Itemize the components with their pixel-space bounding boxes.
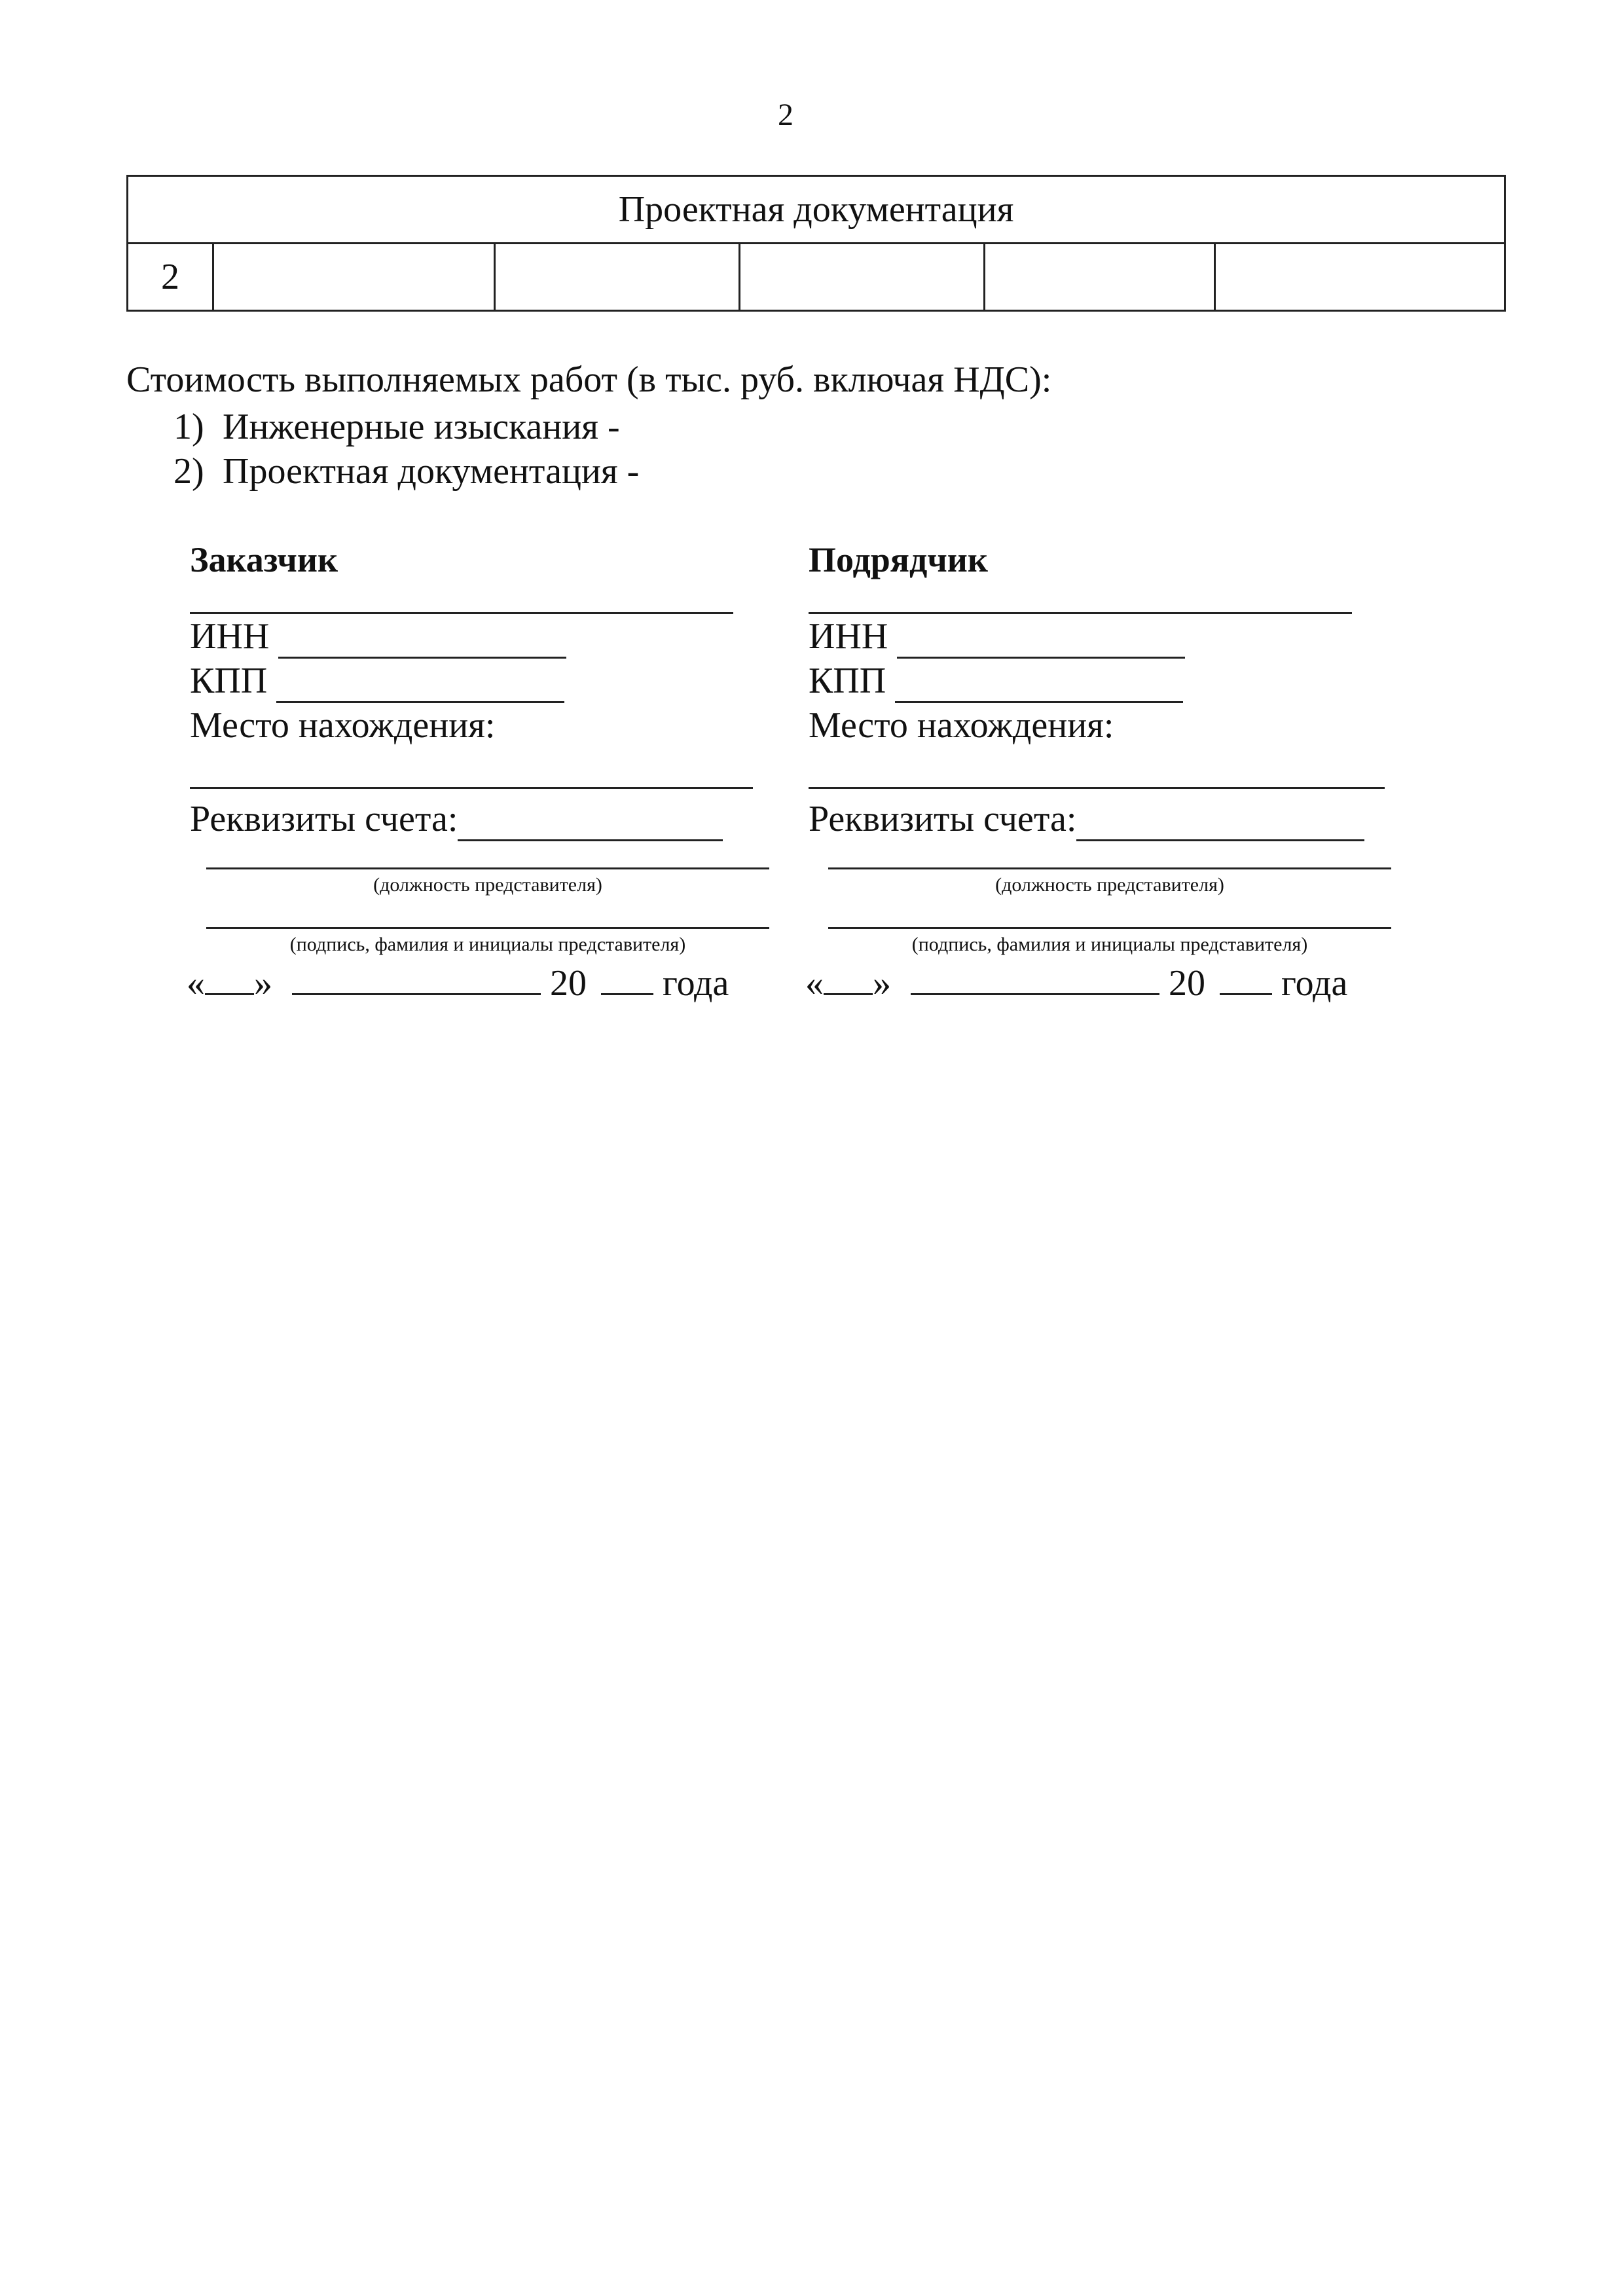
customer-location-input[interactable] xyxy=(190,748,753,789)
customer-inn-field xyxy=(190,614,779,659)
table-cell-index: 2 xyxy=(128,244,213,311)
customer-title: Заказчик xyxy=(190,540,338,579)
customer-name-line[interactable] xyxy=(190,586,733,614)
date-close-quote: » xyxy=(254,963,272,1004)
works-table xyxy=(126,175,1506,312)
location-label: Место нахождения: xyxy=(190,705,496,746)
list-item-label: Проектная документация - xyxy=(223,451,640,492)
contractor-date-row xyxy=(805,960,1398,1006)
account-label: Реквизиты счета: xyxy=(809,799,1077,839)
list-item-label: Инженерные изыскания - xyxy=(223,407,620,447)
cost-title: Стоимость выполняемых работ (в тыс. руб. включая НДС): xyxy=(126,359,1052,400)
contractor-title: Подрядчик xyxy=(809,540,989,579)
contractor-block xyxy=(805,534,1398,1006)
year-prefix: 20 xyxy=(1169,963,1205,1004)
kpp-label: КПП xyxy=(190,661,268,701)
contractor-inn-field xyxy=(809,614,1398,659)
kpp-label: КПП xyxy=(809,661,886,701)
customer-year-input[interactable] xyxy=(601,963,653,995)
table-cell xyxy=(985,244,1215,311)
contractor-location-input[interactable] xyxy=(809,748,1385,789)
contractor-signature-line[interactable] xyxy=(828,901,1391,929)
customer-location-field xyxy=(190,703,779,748)
inn-label: ИНН xyxy=(190,616,270,657)
customer-signature-block xyxy=(206,841,769,960)
customer-block xyxy=(187,534,779,1006)
customer-signature-line[interactable] xyxy=(206,901,769,929)
table-cell xyxy=(740,244,985,311)
table-section-header: Проектная документация xyxy=(128,176,1505,244)
position-caption: (должность представителя) xyxy=(995,874,1224,896)
year-suffix: года xyxy=(663,963,729,1004)
cost-list xyxy=(173,405,639,494)
customer-date-row xyxy=(187,960,779,1006)
inn-label: ИНН xyxy=(809,616,888,657)
signature-caption: (подпись, фамилия и инициалы представителя) xyxy=(911,934,1308,955)
location-label: Место нахождения: xyxy=(809,705,1114,746)
customer-month-input[interactable] xyxy=(292,963,541,995)
customer-inn-input[interactable] xyxy=(278,625,566,659)
contractor-kpp-field xyxy=(809,659,1398,703)
list-item-number: 2) xyxy=(173,451,204,492)
table-cell xyxy=(213,244,495,311)
contractor-name-line[interactable] xyxy=(809,586,1352,614)
customer-account-input[interactable] xyxy=(458,808,723,841)
list-item xyxy=(173,449,639,494)
customer-account-field xyxy=(190,789,779,841)
contractor-location-field xyxy=(809,703,1398,748)
customer-kpp-input[interactable] xyxy=(276,670,564,703)
contractor-inn-input[interactable] xyxy=(897,625,1185,659)
contractor-signature-block xyxy=(828,841,1391,960)
contractor-kpp-input[interactable] xyxy=(895,670,1183,703)
position-caption: (должность представителя) xyxy=(373,874,602,896)
contractor-day-input[interactable] xyxy=(824,963,873,995)
customer-kpp-field xyxy=(190,659,779,703)
date-close-quote: » xyxy=(873,963,891,1004)
contractor-month-input[interactable] xyxy=(911,963,1159,995)
year-prefix: 20 xyxy=(550,963,587,1004)
table-cell xyxy=(1215,244,1505,311)
contractor-account-field xyxy=(809,789,1398,841)
date-open-quote: « xyxy=(805,963,824,1004)
page-number: 2 xyxy=(778,98,793,132)
date-open-quote: « xyxy=(187,963,205,1004)
table-row xyxy=(128,244,1505,311)
customer-day-input[interactable] xyxy=(205,963,254,995)
list-item xyxy=(173,405,639,449)
contractor-year-input[interactable] xyxy=(1220,963,1272,995)
account-label: Реквизиты счета: xyxy=(190,799,458,839)
list-item-number: 1) xyxy=(173,407,204,447)
customer-position-line[interactable] xyxy=(206,841,769,869)
contractor-account-input[interactable] xyxy=(1076,808,1364,841)
signature-caption: (подпись, фамилия и инициалы представителя) xyxy=(289,934,686,955)
table-cell xyxy=(495,244,740,311)
contractor-position-line[interactable] xyxy=(828,841,1391,869)
table-header-row xyxy=(128,176,1505,244)
year-suffix: года xyxy=(1281,963,1348,1004)
